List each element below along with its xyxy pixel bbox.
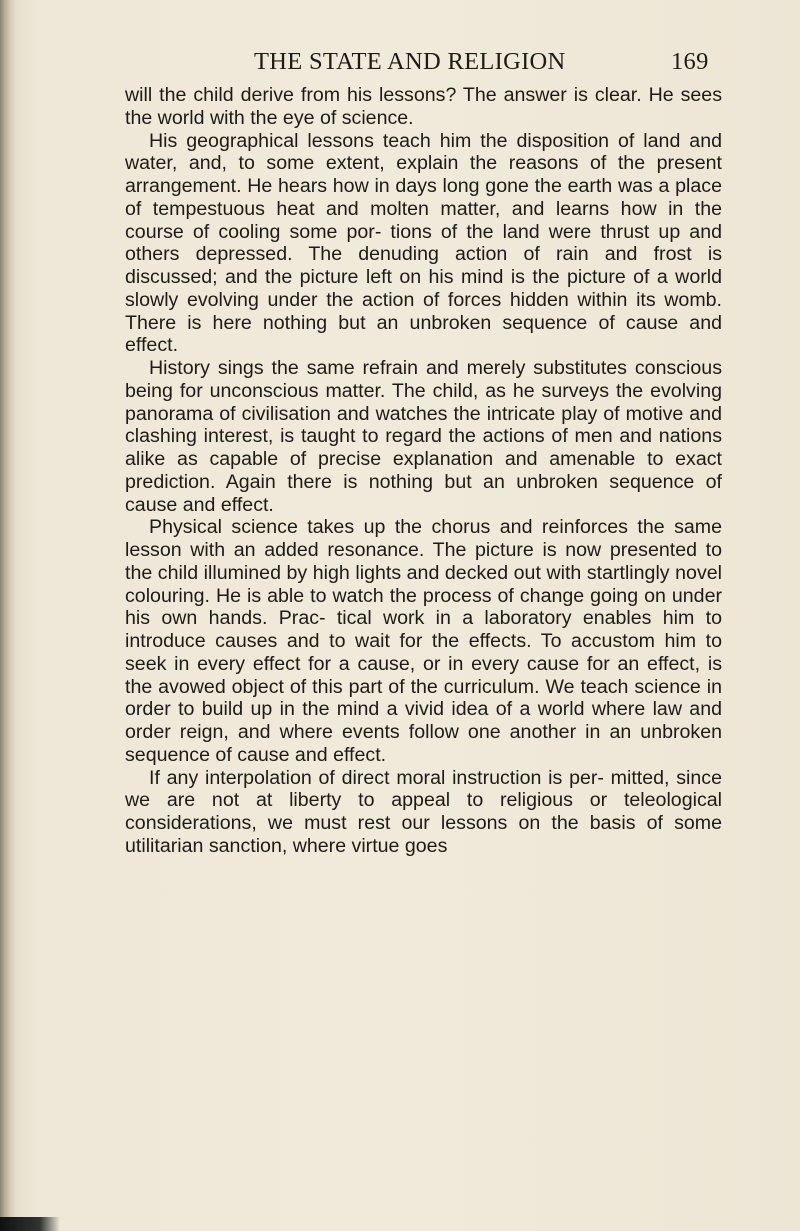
body-text [125, 84, 722, 858]
paragraph-geography: His geographical lessons teach him the disposition of land and water, and, to some extent, explain the reasons of the present arrangement. He hears how in days long gone the earth was a place of tempestuous heat and molten matter, and learns how in the course of cooling some por- tions of the land were thrust up and others depressed. The denuding action of rain and frost is discussed; and the picture left on his mind is the picture of a world slowly evolving under the action of forces hidden within its womb. There is here nothing but an unbroken sequence of cause and effect. [125, 129, 722, 357]
paragraph-moral-instruction: If any interpolation of direct moral instruction is per- mitted, since we are not at liberty to appeal to religious or teleological considerations, we must rest our lessons on the basis of some utilitarian sanction, where virtue goes [125, 766, 722, 857]
paragraph-continued: will the child derive from his lessons? The answer is clear. He sees the world with the eye of science. [125, 84, 722, 129]
page-number: 169 [671, 48, 709, 75]
paragraph-history: History sings the same refrain and merely substitutes conscious being for unconscious matter. The child, as he surveys the evolving panorama of civilisation and watches the intricate play of motive and clashing interest, is taught to regard the actions of men and nations alike as capable of precise explanation and amenable to exact prediction. Again there is nothing but an unbroken sequence of cause and effect. [125, 357, 722, 516]
paragraph-physical-science: Physical science takes up the chorus and reinforces the same lesson with an added resonance. The picture is now presented to the child illumined by high lights and decked out with startlingly novel colouring. He is able to watch the process of change going on under his own hands. Prac- tical work in a laboratory enables him to introduce causes and to wait for the effects. To accustom him to seek in every effect for a cause, or in every cause for an effect, is the avowed object of this part of the curriculum. We teach science in order to build up in the mind a vivid idea of a world where law and order reign, and where events follow one another in an unbroken sequence of cause and effect. [125, 516, 722, 766]
page-binding-edge [0, 0, 16, 1231]
running-title: THE STATE AND RELIGION [254, 48, 566, 75]
page-corner-shadow [0, 1217, 60, 1231]
